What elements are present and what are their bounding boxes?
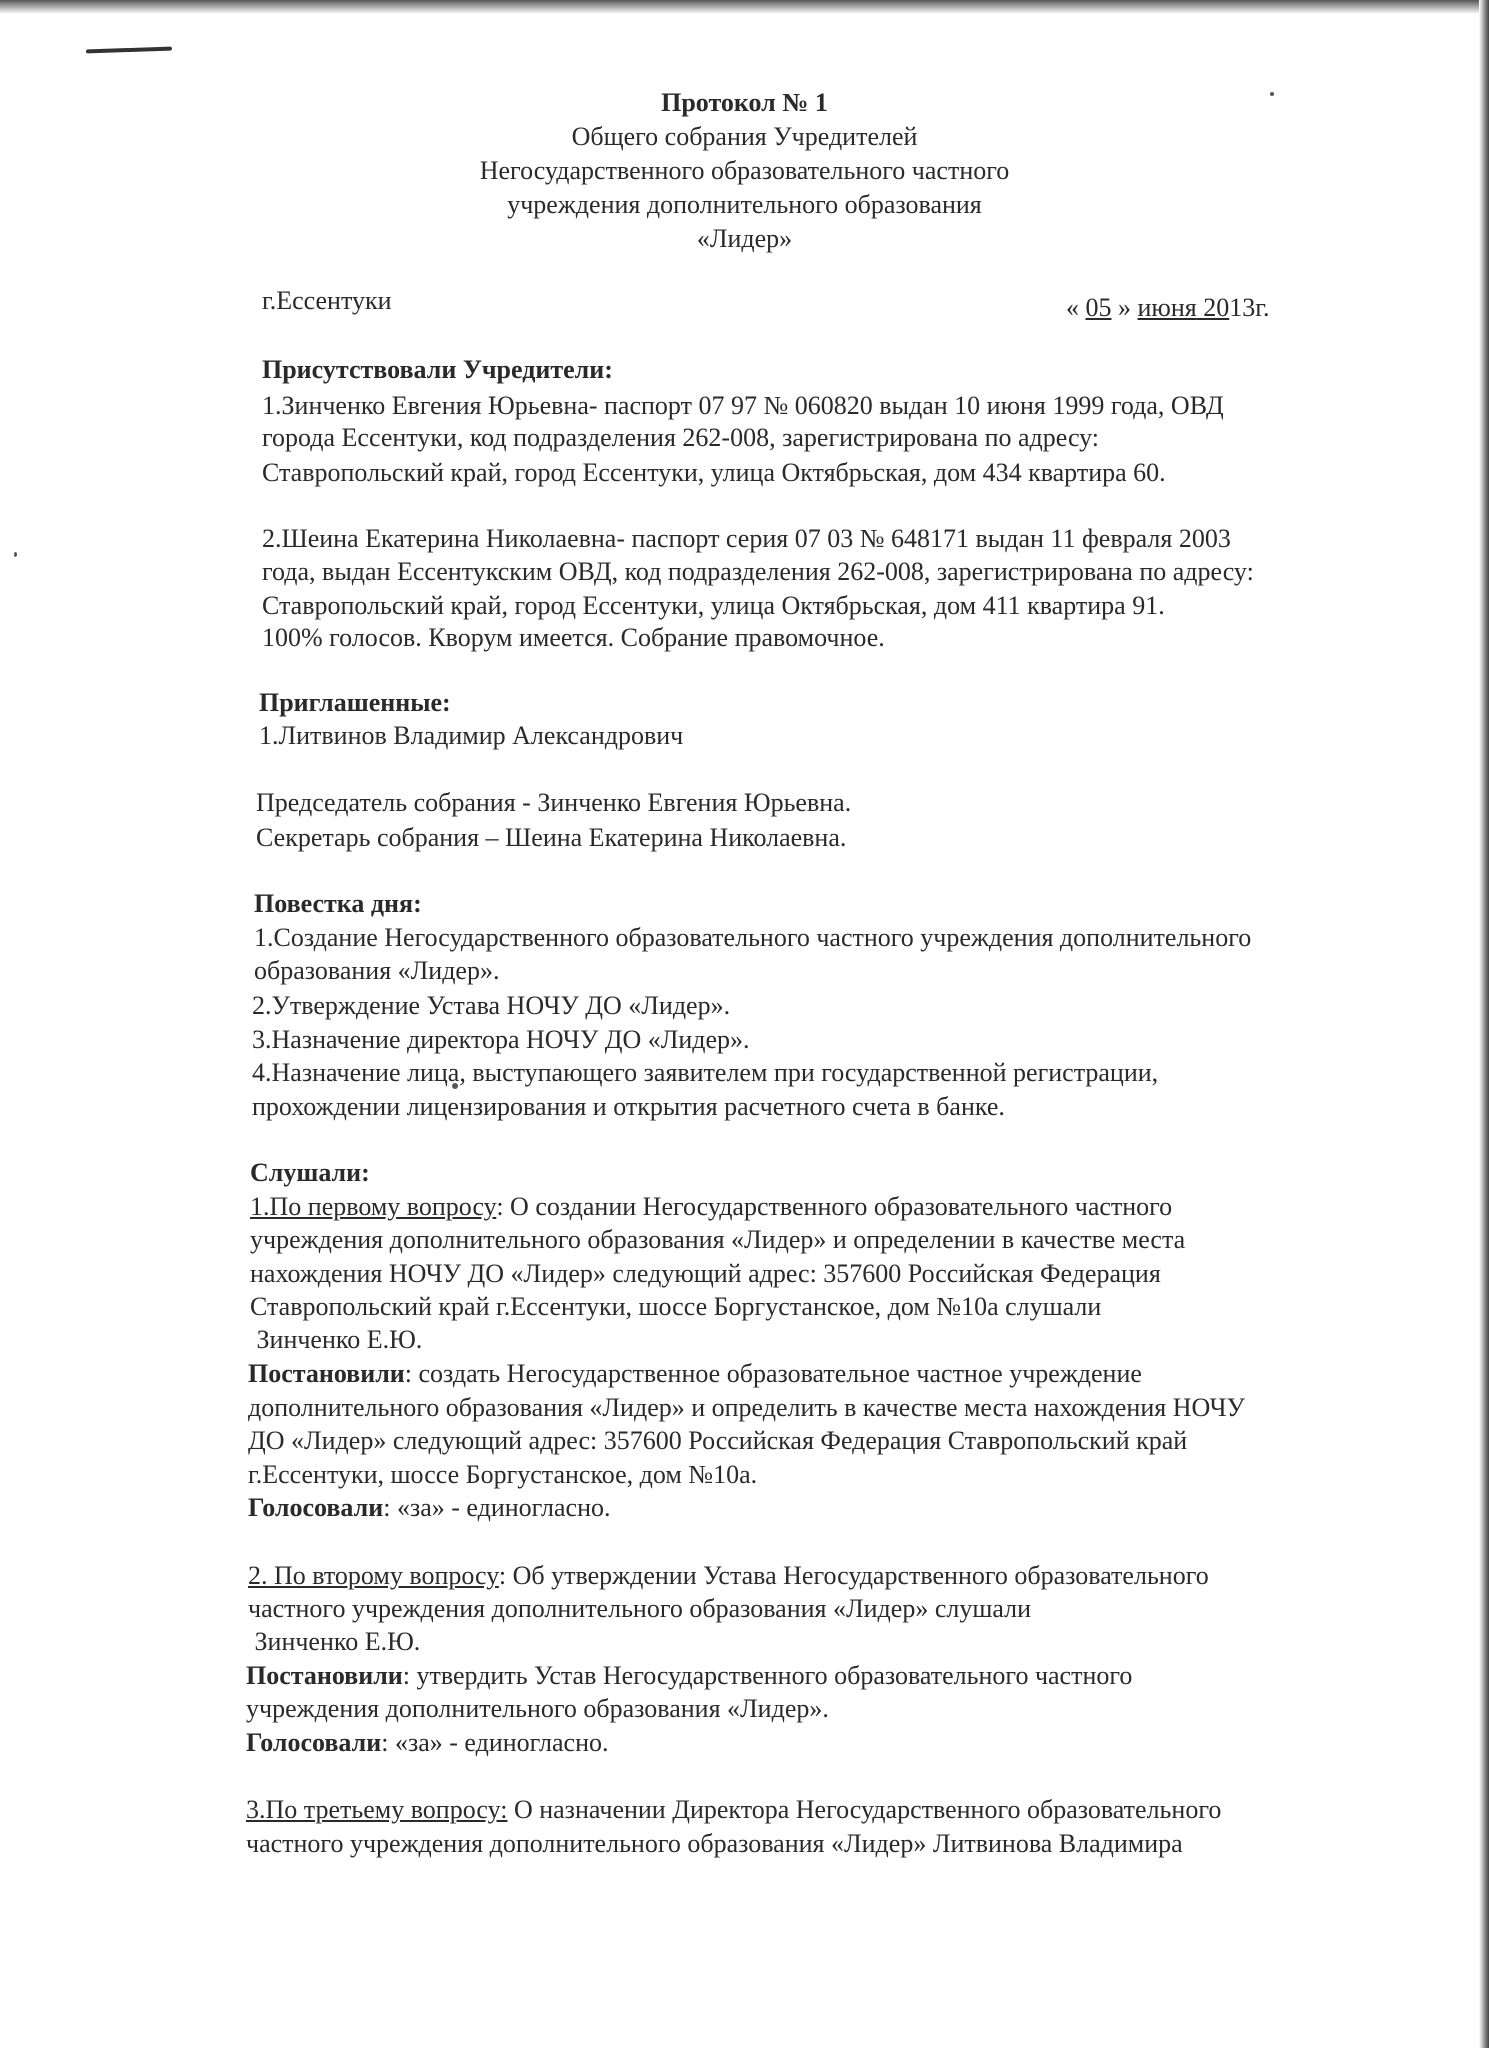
document-subtitle-2: Негосударственного образовательного частного — [479, 156, 1010, 185]
q1-decided: Постановили: создать Негосударственное образовательное частное учреждение — [248, 1359, 1142, 1388]
invited-line: 1.Литвинов Владимир Александрович — [259, 721, 684, 750]
present-line: 2.Шеина Екатерина Николаевна- паспорт серия 07 03 № 648171 выдан 11 февраля 2003 — [262, 524, 1231, 553]
present-line: города Ессентуки, код подразделения 262-008, зарегистрирована по адресу: — [262, 423, 1100, 452]
q1-decided-line: дополнительного образования «Лидер» и определить в качестве места нахождения НОЧУ — [248, 1393, 1245, 1422]
q2-decided: Постановили: утвердить Устав Негосударственного образовательного частного — [246, 1661, 1133, 1690]
present-line: Ставропольский край, город Ессентуки, улица Октябрьская, дом 411 квартира 91. — [262, 591, 1165, 620]
present-heading: Присутствовали Учредители: — [262, 355, 613, 384]
q2-voted: Голосовали: «за» - единогласно. — [246, 1728, 609, 1757]
secretary-line: Секретарь собрания – Шеина Екатерина Николаевна. — [256, 823, 847, 852]
q1-label: 1.По первому вопросу — [250, 1192, 497, 1221]
agenda-line: 4.Назначение лица, выступающего заявителем при государственной регистрации, — [252, 1058, 1159, 1087]
agenda-line: 1.Создание Негосударственного образовательного частного учреждения дополнительного — [254, 923, 1252, 952]
quorum-line: 100% голосов. Кворум имеется. Собрание правомочное. — [262, 623, 885, 652]
place: г.Ессентуки — [262, 286, 392, 315]
q2-line: Зинченко Е.Ю. — [248, 1627, 421, 1656]
agenda-line: 3.Назначение директора НОЧУ ДО «Лидер». — [252, 1025, 750, 1054]
q2-decided-line: учреждения дополнительного образования «Лидер». — [246, 1694, 829, 1723]
agenda-line: прохождении лицензирования и открытия расчетного счета в банке. — [252, 1092, 1005, 1121]
q1-voted: Голосовали: «за» - единогласно. — [248, 1493, 611, 1522]
invited-heading: Приглашенные: — [259, 688, 451, 717]
q3-label: 3.По третьему вопросу: — [246, 1795, 508, 1824]
present-line: 1.Зинченко Евгения Юрьевна- паспорт 07 97 № 060820 выдан 10 июня 1999 года, ОВД — [262, 391, 1224, 420]
present-line: года, выдан Ессентукским ОВД, код подразделения 262-008, зарегистрирована по адресу: — [262, 557, 1254, 586]
q3-line: 3.По третьему вопросу: О назначении Директора Негосударственного образовательного — [246, 1795, 1222, 1824]
date-month: июня — [1137, 293, 1197, 322]
q1-line: учреждения дополнительного образования «Лидер» и определении в качестве места — [250, 1225, 1186, 1254]
present-line: Ставропольский край, город Ессентуки, улица Октябрьская, дом 434 квартира 60. — [262, 458, 1166, 487]
q1-decided-line: г.Ессентуки, шоссе Боргустанское, дом №10а. — [248, 1460, 758, 1489]
chair-line: Председатель собрания - Зинченко Евгения Юрьевна. — [256, 788, 852, 817]
q3-line: частного учреждения дополнительного образования «Лидер» Литвинова Владимира — [246, 1829, 1183, 1858]
q1-line: нахождения НОЧУ ДО «Лидер» следующий адрес: 357600 Российская Федерация — [250, 1259, 1161, 1288]
date: « 05 » июня 2013г. — [1066, 293, 1270, 322]
q2-line: частного учреждения дополнительного образования «Лидер» слушали — [248, 1594, 1032, 1623]
agenda-line: образования «Лидер». — [254, 956, 500, 985]
q1-decided-line: ДО «Лидер» следующий адрес: 357600 Российская Федерация Ставропольский край — [248, 1426, 1188, 1455]
q1-line: 1.По первому вопросу: О создании Негосударственного образовательного частного — [250, 1192, 1173, 1221]
agenda-line: 2.Утверждение Устава НОЧУ ДО «Лидер». — [252, 991, 731, 1020]
q1-line: Зинченко Е.Ю. — [250, 1325, 423, 1354]
q1-line: Ставропольский край г.Ессентуки, шоссе Боргустанское, дом №10а слушали — [250, 1292, 1102, 1321]
document-subtitle-4: «Лидер» — [696, 224, 793, 253]
document-subtitle-1: Общего собрания Учредителей — [571, 122, 918, 151]
date-day: 05 — [1085, 293, 1112, 322]
heard-heading: Слушали: — [250, 1158, 370, 1187]
document-title: Протокол № 1 — [661, 88, 828, 117]
q2-label: 2. По второму вопросу — [248, 1561, 499, 1590]
q2-line: 2. По второму вопросу: Об утверждении Устава Негосударственного образовательного — [248, 1561, 1209, 1590]
document-subtitle-3: учреждения дополнительного образования — [507, 190, 982, 219]
agenda-heading: Повестка дня: — [254, 889, 422, 918]
